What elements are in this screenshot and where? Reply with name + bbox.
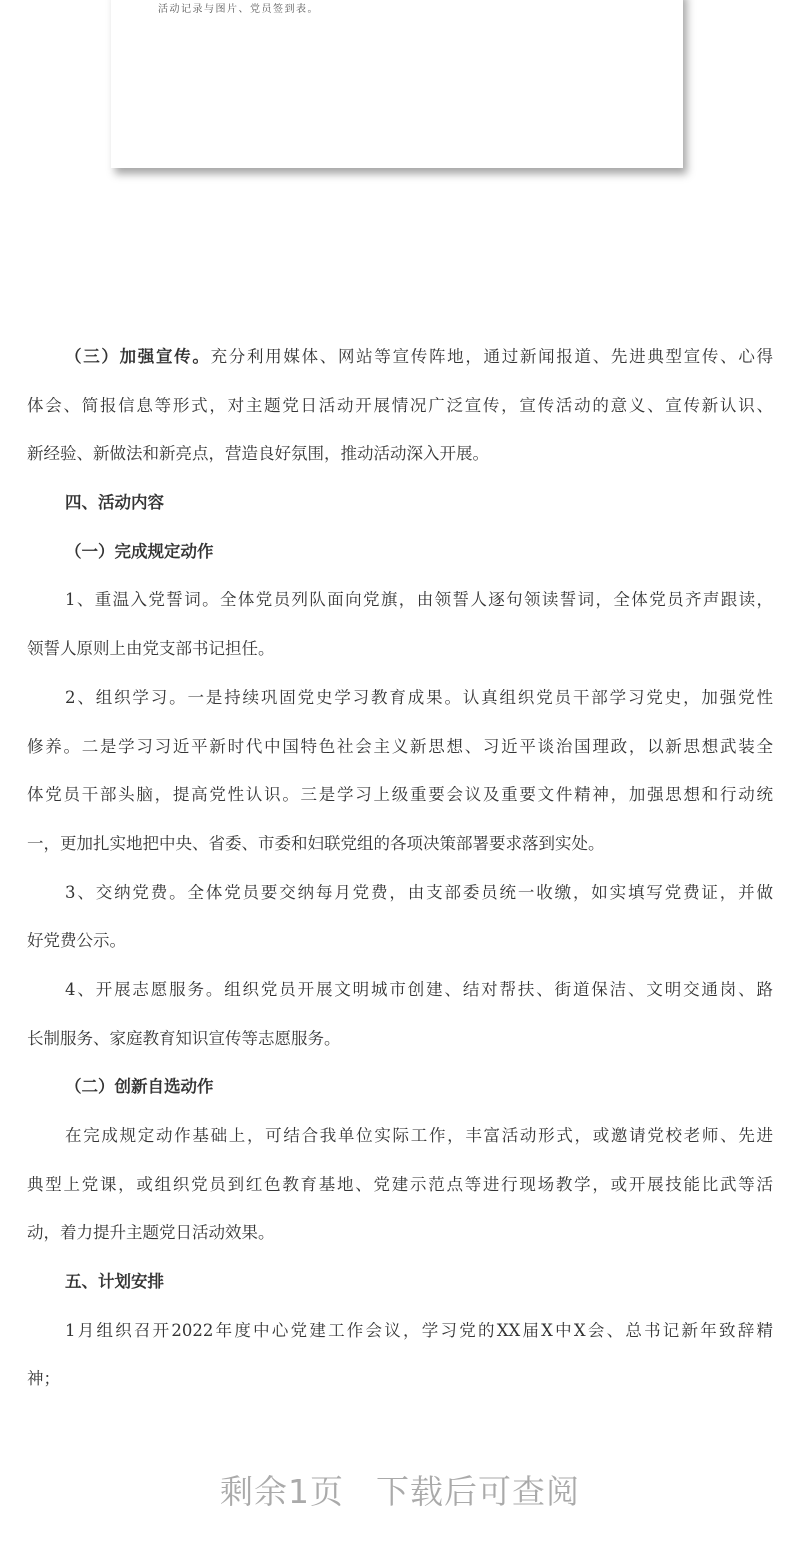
text-line — [27, 927, 773, 976]
text-line — [27, 392, 773, 441]
text-line — [27, 879, 773, 928]
document-body — [27, 343, 773, 1414]
remaining-pages-label: 剩余1页 — [220, 1472, 344, 1511]
text-line — [27, 1219, 773, 1268]
preview-page-text: 活动记录与图片、党员签到表。 — [158, 4, 319, 15]
preview-page-card — [111, 0, 683, 168]
text-line — [27, 635, 773, 684]
line-text: 一，更加扎实地把中央、省委、市委和妇联党组的各项决策部署要求落到实处。 — [27, 833, 605, 853]
text-line — [27, 684, 773, 733]
line-text: 1月组织召开2022年度中心党建工作会议，学习党的XX届X中X会、总书记新年致辞精 — [65, 1320, 773, 1340]
line-text: 体会、简报信息等形式，对主题党日活动开展情况广泛宣传，宣传活动的意义、宣传新认识、 — [27, 395, 773, 415]
line-text: 2、组织学习。一是持续巩固党史学习教育成果。认真组织党员干部学习党史，加强党性 — [65, 687, 773, 707]
text-line — [27, 586, 773, 635]
section-heading — [27, 1268, 773, 1317]
line-text: 领誓人原则上由党支部书记担任。 — [27, 639, 275, 659]
line-text: 4、开展志愿服务。组织党员开展文明城市创建、结对帮扶、街道保洁、文明交通岗、路 — [65, 979, 773, 999]
bold-lead: （一）完成规定动作 — [65, 541, 214, 561]
text-line — [27, 1365, 773, 1414]
line-text: 长制服务、家庭教育知识宣传等志愿服务。 — [27, 1028, 341, 1048]
line-text: 动，着力提升主题党日活动效果。 — [27, 1223, 275, 1243]
text-line — [27, 1317, 773, 1366]
download-notice[interactable] — [0, 1466, 800, 1513]
text-line — [27, 976, 773, 1025]
line-text: 在完成规定动作基础上，可结合我单位实际工作，丰富活动形式，或邀请党校老师、先进 — [65, 1126, 773, 1145]
bold-lead: 五、计划安排 — [65, 1272, 164, 1292]
bold-lead: 四、活动内容 — [65, 493, 164, 513]
text-line — [27, 1025, 773, 1074]
line-text: 1、重温入党誓词。全体党员列队面向党旗，由领誓人逐句领读誓词，全体党员齐声跟读， — [65, 590, 773, 610]
line-text: 好党费公示。 — [27, 931, 126, 951]
text-line — [27, 830, 773, 879]
line-text: 新经验、新做法和新亮点，营造良好氛围，推动活动深入开展。 — [27, 444, 489, 464]
section-heading — [27, 1073, 773, 1122]
line-text: 3、交纳党费。全体党员要交纳每月党费，由支部委员统一收缴，如实填写党费证，并做 — [65, 882, 773, 902]
section-heading — [27, 489, 773, 538]
line-text: 典型上党课，或组织党员到红色教育基地、党建示范点等进行现场教学，或开展技能比武等活 — [27, 1174, 773, 1194]
line-text: 充分利用媒体、网站等宣传阵地，通过新闻报道、先进典型宣传、心得 — [210, 347, 774, 366]
text-line — [27, 733, 773, 782]
line-text: 神； — [27, 1369, 60, 1389]
text-line — [27, 781, 773, 830]
line-text: 体党员干部头脑，提高党性认识。三是学习上级重要会议及重要文件精神，加强思想和行动统 — [27, 785, 773, 805]
text-line — [27, 1171, 773, 1220]
bold-lead: （三）加强宣传。 — [65, 347, 211, 366]
line-text: 修养。二是学习习近平新时代中国特色社会主义新思想、习近平谈治国理政，以新思想武装全 — [27, 736, 773, 756]
section-heading — [27, 538, 773, 587]
bold-lead: （二）创新自选动作 — [65, 1077, 214, 1097]
download-to-view-label[interactable]: 下载后可查阅 — [376, 1472, 580, 1511]
text-line — [27, 440, 773, 489]
text-line — [27, 343, 773, 392]
text-line — [27, 1122, 773, 1171]
